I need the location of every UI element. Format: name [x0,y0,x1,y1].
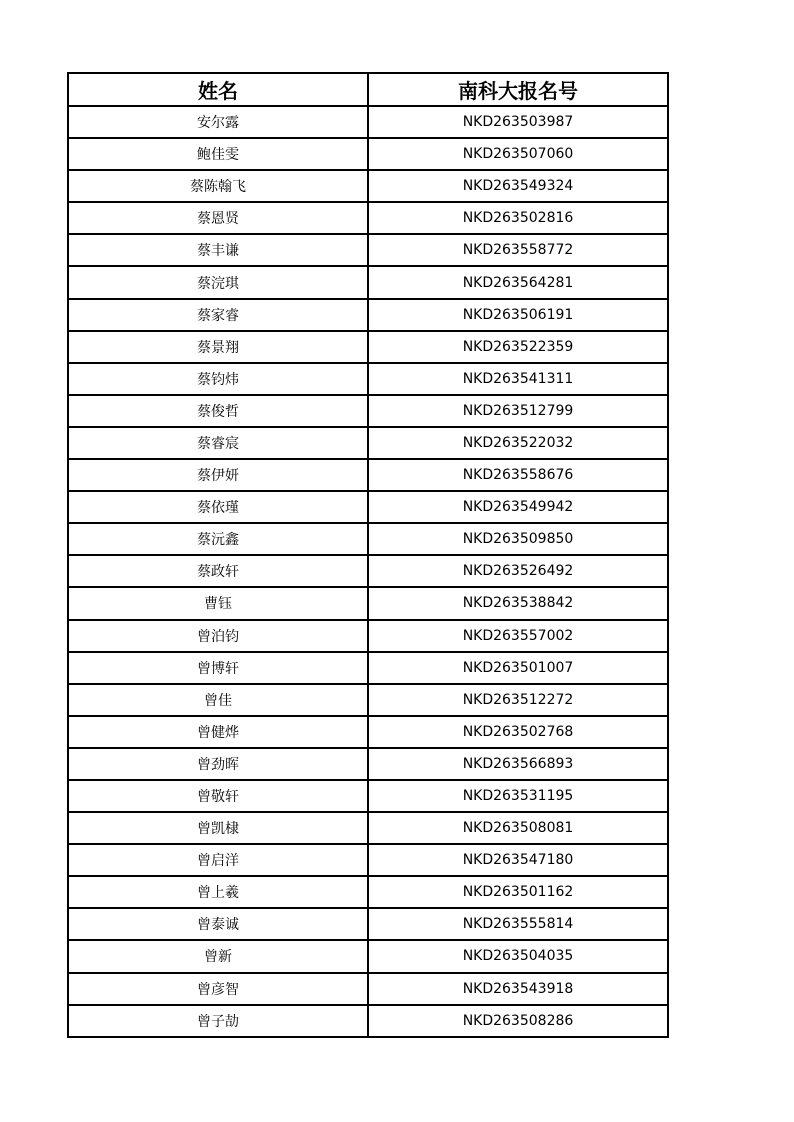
student-name-cell: 曾佳 [68,684,368,716]
student-name-cell: 曹钰 [68,587,368,619]
registration-number-cell: NKD263501007 [368,652,668,684]
registration-number-cell: NKD263507060 [368,138,668,170]
table-row [68,331,668,363]
student-name-cell: 蔡钧炜 [68,363,368,395]
registration-number-cell: NKD263543918 [368,973,668,1005]
table-row [68,491,668,523]
student-name-cell: 曾启洋 [68,844,368,876]
table-row [68,170,668,202]
student-name-cell: 曾健烨 [68,716,368,748]
table-row [68,202,668,234]
student-name-cell: 曾泊钧 [68,620,368,652]
student-name-cell: 蔡沅鑫 [68,523,368,555]
registration-number-cell: NKD263522359 [368,331,668,363]
registration-number-cell: NKD263502768 [368,716,668,748]
table-row [68,523,668,555]
registration-table [67,72,669,1038]
student-name-cell: 蔡景翔 [68,331,368,363]
registration-number-cell: NKD263538842 [368,587,668,619]
student-name-cell: 鲍佳雯 [68,138,368,170]
student-name-cell: 蔡丰谦 [68,234,368,266]
table-row [68,106,668,138]
registration-number-cell: NKD263557002 [368,620,668,652]
table-row [68,748,668,780]
registration-table-container [67,72,667,1038]
table-body [68,106,668,1037]
table-row [68,812,668,844]
registration-number-cell: NKD263502816 [368,202,668,234]
student-name-cell: 曾子劼 [68,1005,368,1037]
registration-number-cell: NKD263503987 [368,106,668,138]
registration-number-cell: NKD263504035 [368,940,668,972]
table-row [68,684,668,716]
student-name-cell: 蔡浣琪 [68,266,368,298]
registration-number-cell: NKD263512272 [368,684,668,716]
registration-number-cell: NKD263501162 [368,876,668,908]
registration-number-cell: NKD263549324 [368,170,668,202]
registration-number-cell: NKD263566893 [368,748,668,780]
table-row [68,908,668,940]
header-name: 姓名 [68,73,368,106]
registration-number-cell: NKD263558772 [368,234,668,266]
header-registration-number: 南科大报名号 [368,73,668,106]
registration-number-cell: NKD263555814 [368,908,668,940]
student-name-cell: 曾博轩 [68,652,368,684]
student-name-cell: 蔡伊妍 [68,459,368,491]
student-name-cell: 蔡依瑾 [68,491,368,523]
table-row [68,1005,668,1037]
table-header-row [68,73,668,106]
student-name-cell: 曾敬轩 [68,780,368,812]
student-name-cell: 曾新 [68,940,368,972]
table-row [68,234,668,266]
table-row [68,459,668,491]
registration-number-cell: NKD263547180 [368,844,668,876]
table-row [68,587,668,619]
student-name-cell: 蔡俊哲 [68,395,368,427]
student-name-cell: 曾劲晖 [68,748,368,780]
table-row [68,555,668,587]
table-row [68,427,668,459]
table-row [68,138,668,170]
student-name-cell: 曾凯棣 [68,812,368,844]
table-row [68,940,668,972]
student-name-cell: 曾彦智 [68,973,368,1005]
student-name-cell: 蔡家睿 [68,299,368,331]
registration-number-cell: NKD263541311 [368,363,668,395]
table-row [68,363,668,395]
table-row [68,620,668,652]
table-row [68,780,668,812]
student-name-cell: 蔡恩贤 [68,202,368,234]
table-row [68,844,668,876]
student-name-cell: 曾泰诚 [68,908,368,940]
registration-number-cell: NKD263558676 [368,459,668,491]
student-name-cell: 蔡陈翰飞 [68,170,368,202]
registration-number-cell: NKD263508081 [368,812,668,844]
table-row [68,716,668,748]
registration-number-cell: NKD263506191 [368,299,668,331]
registration-number-cell: NKD263549942 [368,491,668,523]
registration-number-cell: NKD263508286 [368,1005,668,1037]
registration-number-cell: NKD263522032 [368,427,668,459]
student-name-cell: 蔡睿宸 [68,427,368,459]
registration-number-cell: NKD263531195 [368,780,668,812]
table-row [68,973,668,1005]
table-row [68,266,668,298]
table-row [68,876,668,908]
table-row [68,652,668,684]
table-row [68,299,668,331]
registration-number-cell: NKD263512799 [368,395,668,427]
student-name-cell: 蔡政轩 [68,555,368,587]
table-row [68,395,668,427]
registration-number-cell: NKD263509850 [368,523,668,555]
student-name-cell: 曾上羲 [68,876,368,908]
registration-number-cell: NKD263564281 [368,266,668,298]
student-name-cell: 安尔露 [68,106,368,138]
registration-number-cell: NKD263526492 [368,555,668,587]
